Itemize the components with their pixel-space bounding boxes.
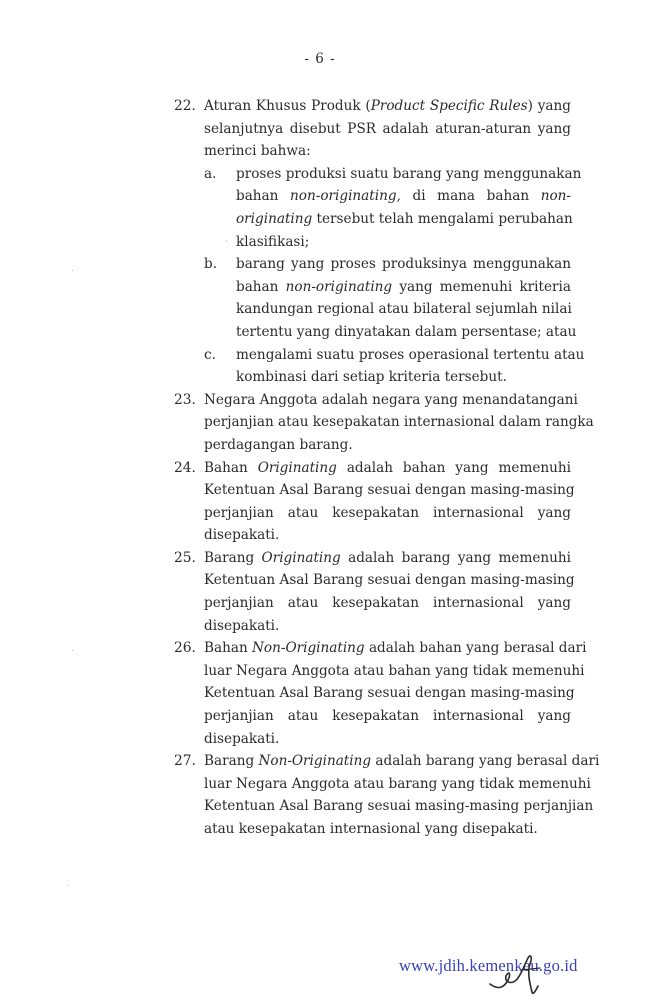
text-line: Ketentuan Asal Barang sesuai dengan masing-masing [204,685,575,702]
page-number: - 6 - [304,51,336,67]
sub-item-b [204,253,577,343]
text-line: tertentu yang dinyatakan dalam persentase; atau [236,323,577,340]
italic-term: non-originating, [290,188,401,205]
text-line: disepakati. [204,617,280,634]
scan-speck [72,270,73,271]
definition-item-25 [0,547,654,637]
italic-term: Originating [261,549,341,566]
text-line: disepakati. [204,527,280,544]
italic-term: originating [236,210,313,227]
item-number: 22. [174,98,196,114]
sub-item-c [204,344,585,389]
text-line: Bahan Originating adalah bahan yang memenuhi [204,459,572,476]
item-number: 26. [174,640,196,657]
item-body [204,457,575,547]
italic-term: Product Specific Rules [370,98,528,114]
text-line: luar Negara Anggota atau bahan yang tidak memenuhi [204,662,585,679]
text-line: perdagangan barang. [204,436,353,453]
text-line: originating tersebut telah mengalami perubahan [236,210,573,227]
text-line: disepakati. [204,730,280,747]
item-body [204,95,585,389]
sub-item-letter: c. [204,346,216,363]
text-line: Barang Originating adalah barang yang memenuhi [204,549,571,566]
item-number: 24. [174,459,196,476]
italic-term: non-originating [285,278,393,295]
scan-speck [72,650,73,651]
text-line: Ketentuan Asal Barang sesuai dengan masing-masing [204,572,575,589]
item-number: 27. [174,753,196,770]
definition-item-24 [0,457,654,547]
text-line: Negara Anggota adalah negara yang menandatangani [204,391,578,408]
definition-item-27 [0,750,654,840]
text-line: proses produksi suatu barang yang menggunakan [236,165,582,182]
signature-initials [478,940,558,1000]
text-line: perjanjian atau kesepakatan internasional yang [204,708,571,725]
item-body [204,389,594,457]
definition-item-23 [0,389,654,457]
sub-item-a [204,163,582,253]
text-line: Ketentuan Asal Barang sesuai masing-masing perjanjian [204,798,594,815]
text-line: perjanjian atau kesepakatan internasional dalam rangka [204,414,594,431]
scan-speck [68,885,69,886]
definition-list [0,95,654,841]
text-line: perjanjian atau kesepakatan internasional yang [204,504,571,521]
item-number: 25. [174,549,196,566]
text-line: Aturan Khusus Produk (Product Specific Rules) yang [204,98,571,114]
italic-term: Non-Originating [258,753,372,770]
item-number: 23. [174,391,196,408]
item-body [204,637,587,750]
item-body [204,547,575,637]
text-line: bahan non-originating, di mana bahan non- [236,188,571,205]
sub-item-letter: a. [204,165,217,182]
sub-item-letter: b. [204,256,218,273]
text-line: klasifikasi; [236,233,310,250]
text-line: selanjutnya disebut PSR adalah aturan-aturan yang [204,120,571,137]
italic-term: Originating [257,459,337,476]
italic-term: Non-Originating [252,640,365,657]
text-line: luar Negara Anggota atau barang yang tidak memenuhi [204,775,591,792]
text-line: perjanjian atau kesepakatan internasional yang [204,595,571,612]
definition-item-22 [0,95,654,389]
text-line: atau kesepakatan internasional yang disepakati. [204,821,538,837]
italic-term: non- [540,188,571,205]
text-line: kombinasi dari setiap kriteria tersebut. [236,369,507,386]
scan-speck [226,240,227,241]
text-line: bahan non-originating yang memenuhi kriteria [236,278,571,295]
text-line: kandungan regional atau bilateral sejumlah nilai [236,301,572,318]
text-line: barang yang proses produksinya menggunakan [236,256,571,273]
definition-item-26 [0,637,654,750]
footer-url[interactable]: www.jdih.kemenkeu.go.id [399,956,578,975]
text-line: merinci bahwa: [204,143,311,160]
text-line: mengalami suatu proses operasional tertentu atau [236,346,585,363]
text-line: Ketentuan Asal Barang sesuai dengan masing-masing [204,482,575,499]
text-line: Barang Non-Originating adalah barang yang berasal dari [204,753,600,770]
text-line: Bahan Non-Originating adalah bahan yang berasal dari [204,640,587,657]
item-body [204,750,600,840]
